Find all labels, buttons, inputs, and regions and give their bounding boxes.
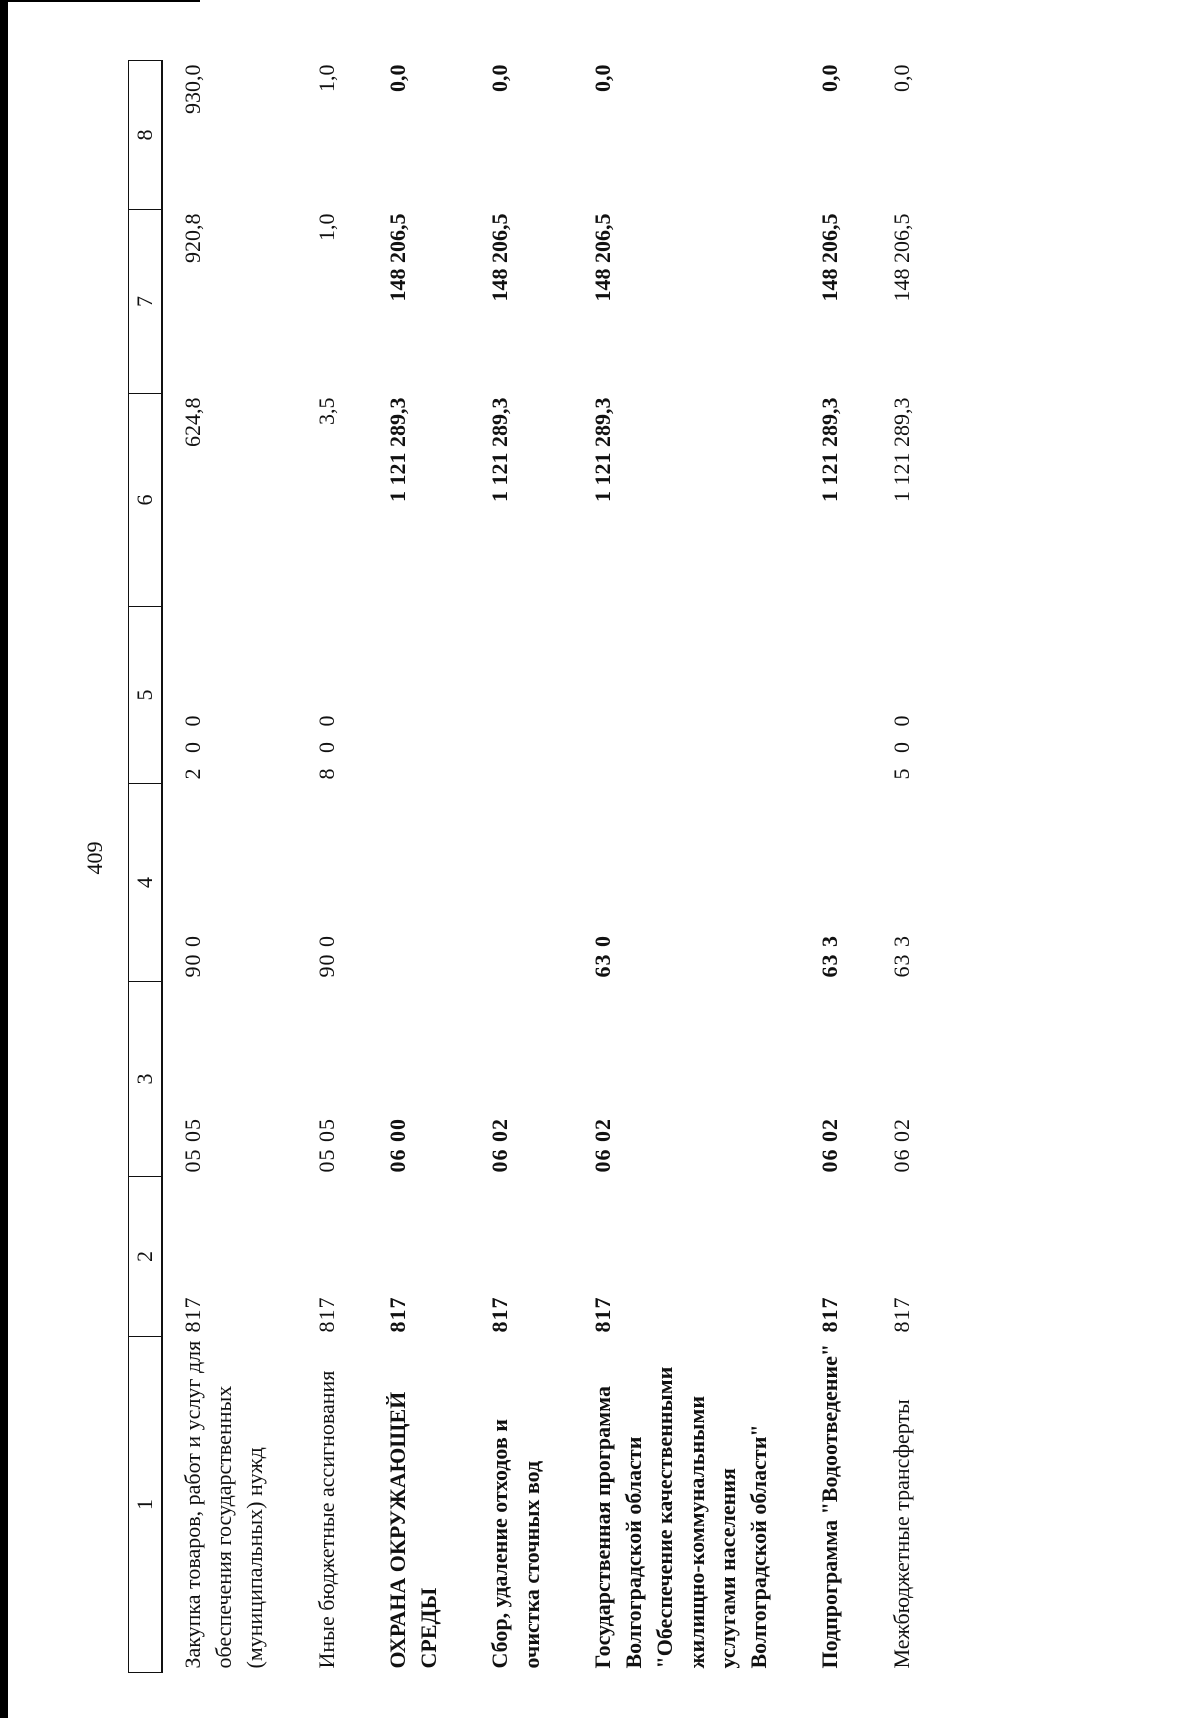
table-row — [368, 61, 470, 1673]
row-col4-cell — [470, 784, 572, 982]
row-col3-cell: 06 00 — [384, 1118, 410, 1173]
row-col4-cell: 90 0 — [180, 935, 205, 978]
row-col2-cell: 817 — [888, 1296, 914, 1333]
row-col5-cell — [573, 607, 800, 784]
row-col6-cell: 1 121 289,3 — [888, 397, 914, 502]
column-header-5: 5 — [129, 607, 163, 784]
table-row — [872, 61, 943, 1673]
row-col4-cell: 63 3 — [888, 935, 914, 978]
row-col4-cell: 90 0 — [313, 935, 339, 978]
row-name-cell: Подпрограмма "Водоотведение" — [817, 1343, 843, 1669]
row-col8-cell: 0,0 — [817, 64, 843, 92]
row-col2-cell: 817 — [589, 1296, 615, 1333]
table-row — [297, 61, 368, 1673]
row-col7-cell: 920,8 — [180, 213, 205, 263]
row-col3-cell: 06 02 — [487, 1118, 513, 1173]
page-number: 409 — [82, 841, 107, 875]
column-header-7: 7 — [129, 210, 163, 394]
row-col6-cell: 1 121 289,3 — [817, 397, 843, 502]
row-col7-cell: 148 206,5 — [384, 213, 410, 302]
row-col7-cell: 1,0 — [313, 213, 339, 241]
row-col6-cell: 1 121 289,3 — [589, 397, 615, 502]
row-col6-cell: 624,8 — [180, 397, 205, 447]
table-row — [162, 61, 297, 1673]
row-name-cell: Закупка товаров, работ и услуг для обеспечения государственных (муниципальных) нужд — [180, 1340, 268, 1669]
row-col5-cell — [800, 607, 871, 784]
row-col7-cell: 148 206,5 — [817, 213, 843, 302]
row-col3-cell: 06 02 — [589, 1118, 615, 1173]
table-row — [573, 61, 800, 1673]
row-col3-cell: 06 02 — [817, 1118, 843, 1173]
row-col8-cell: 1,0 — [313, 64, 339, 92]
row-col2-cell: 817 — [384, 1296, 410, 1333]
row-col5-cell: 5 0 0 — [888, 710, 914, 780]
row-name-cell: Государственная программа Волгоградской области "Обеспечение качественными жилищно-коммунальными услугами населения Волгоградской области" — [589, 1366, 772, 1669]
row-col4-cell: 63 3 — [817, 935, 843, 978]
row-col8-cell: 0,0 — [888, 64, 914, 92]
column-header-1: 1 — [129, 1337, 163, 1673]
row-col2-cell: 817 — [313, 1296, 339, 1333]
row-col8-cell: 930,0 — [180, 64, 205, 114]
row-col5-cell — [368, 607, 470, 784]
row-col6-cell: 1 121 289,3 — [384, 397, 410, 502]
table-row — [470, 61, 572, 1673]
row-col8-cell: 0,0 — [384, 64, 410, 92]
row-col7-cell: 148 206,5 — [589, 213, 615, 302]
row-col7-cell: 148 206,5 — [487, 213, 513, 302]
column-header-3: 3 — [129, 982, 163, 1177]
column-header-2: 2 — [129, 1177, 163, 1337]
row-col8-cell: 0,0 — [487, 64, 513, 92]
row-col8-cell: 0,0 — [589, 64, 615, 92]
header-row — [129, 61, 163, 1673]
column-header-4: 4 — [129, 784, 163, 982]
row-name-cell: Иные бюджетные ассигнования — [313, 1370, 339, 1669]
budget-table — [128, 60, 943, 1673]
row-col3-cell: 06 02 — [888, 1118, 914, 1173]
row-col6-cell: 1 121 289,3 — [487, 397, 513, 502]
row-col2-cell: 817 — [817, 1296, 843, 1333]
row-col4-cell: 63 0 — [589, 935, 615, 978]
column-header-6: 6 — [129, 394, 163, 607]
row-col3-cell: 05 05 — [313, 1118, 339, 1173]
row-col5-cell: 8 0 0 — [313, 710, 339, 780]
row-name-cell: ОХРАНА ОКРУЖАЮЩЕЙ СРЕДЫ — [384, 1391, 442, 1669]
row-col5-cell — [470, 607, 572, 784]
column-header-8: 8 — [129, 61, 163, 210]
row-col3-cell: 05 05 — [180, 1118, 205, 1173]
row-col2-cell: 817 — [180, 1296, 205, 1333]
table-row — [800, 61, 871, 1673]
row-name-cell: Сбор, удаление отходов и очистка сточных вод — [487, 1419, 544, 1669]
row-col6-cell: 3,5 — [313, 397, 339, 425]
row-col4-cell — [368, 784, 470, 982]
row-col2-cell: 817 — [487, 1296, 513, 1333]
row-col7-cell: 148 206,5 — [888, 213, 914, 302]
row-col5-cell: 2 0 0 — [180, 710, 205, 780]
row-name-cell: Межбюджетные трансферты — [888, 1399, 914, 1669]
